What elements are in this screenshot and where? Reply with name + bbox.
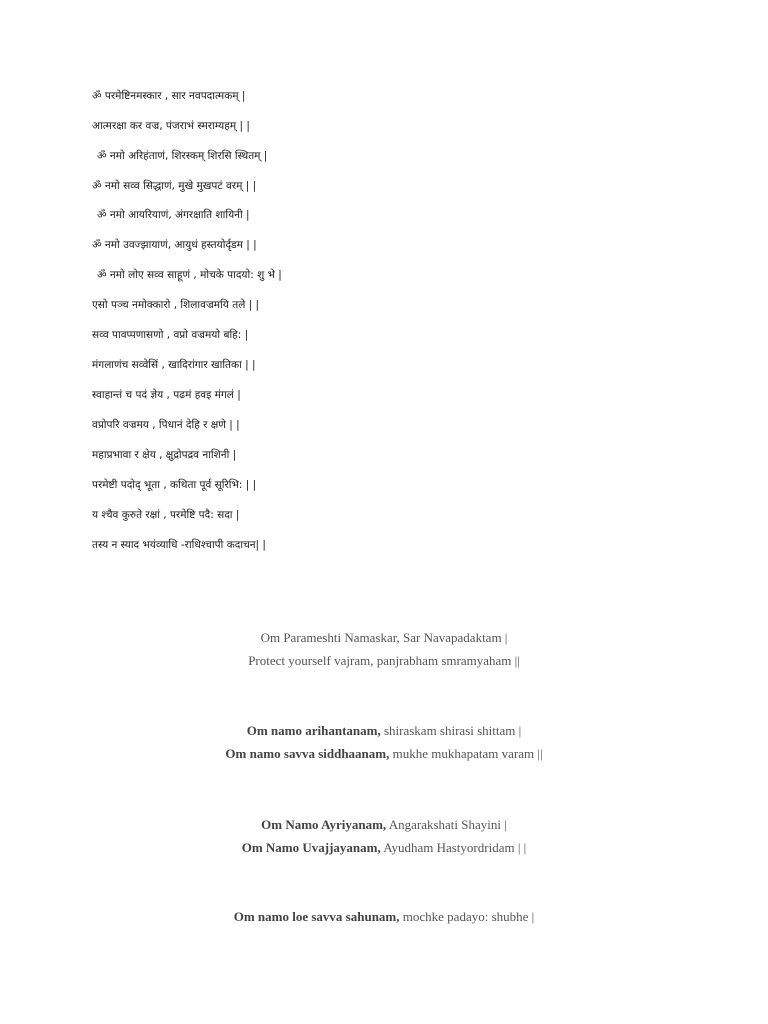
english-verse-text: mochke padayo: shubhe | bbox=[399, 909, 535, 924]
english-verse-line bbox=[0, 722, 768, 740]
english-verse-line bbox=[0, 839, 768, 857]
sanskrit-line: सव्व पावप्पणासणो , वप्रो वज्रमयो बहि: | bbox=[92, 329, 249, 341]
english-verse-bold: Om namo loe savva sahunam, bbox=[233, 909, 400, 924]
english-verse-line bbox=[0, 908, 768, 926]
sanskrit-line: परमेष्टी पदोद् भूता , कथिता पूर्व सूरिभि: | | bbox=[92, 479, 257, 491]
english-verse-line bbox=[0, 629, 768, 647]
sanskrit-line: य श्चैव कुरुते रक्षां , परमेष्टि पदै: सदा | bbox=[92, 509, 240, 521]
english-verse-text: Protect yourself vajram, panjrabham smramyaham || bbox=[248, 653, 520, 668]
sanskrit-line: ॐ परमेष्टिनमस्कार , सार नवपदात्मकम् | bbox=[92, 90, 246, 102]
english-verse-text: mukhe mukhapatam varam || bbox=[389, 746, 543, 761]
english-verse-bold: Om Namo Uvajjayanam, bbox=[241, 840, 381, 855]
english-verse-text: shiraskam shirasi shittam | bbox=[380, 723, 522, 738]
english-verse-text: Angarakshati Shayini | bbox=[386, 817, 507, 832]
sanskrit-line: ॐ नमो आयरियाणं, अंगरक्षाति शायिनी | bbox=[97, 209, 250, 221]
sanskrit-line: आत्मरक्षा कर वज्र, पंजराभं स्मराम्यहम् | | bbox=[92, 120, 250, 132]
sanskrit-line: ॐ नमो लोए सव्व साहूणं , मोचके पादयो: शु भे | bbox=[97, 269, 282, 281]
english-verse-text: Ayudham Hastyordridam | | bbox=[380, 840, 527, 855]
english-verse-line bbox=[0, 816, 768, 834]
sanskrit-line: एसो पञ्च नमोक्कारो , शिलावज्रमयि तले | | bbox=[92, 299, 260, 311]
english-verse-bold: Om Namo Ayriyanam, bbox=[261, 817, 387, 832]
english-verse-line bbox=[0, 652, 768, 670]
sanskrit-line: ॐ नमो उवज्झायाणं, आयुधं हस्तयोर्दृडम | | bbox=[92, 239, 257, 251]
sanskrit-line: ॐ नमो अरिहंताणं, शिरस्कम् शिरसि स्थितम् | bbox=[97, 150, 268, 162]
sanskrit-line: वप्रोपरि वज्रमय , पिधानं देहि र क्षणे | | bbox=[92, 419, 240, 431]
sanskrit-line: ॐ नमो सव्व सिद्धाणं, मुखे मुखपटं वरम् | | bbox=[92, 180, 257, 192]
sanskrit-line: महाप्रभावा र क्षेय , क्षुद्रोपद्रव नाशिनी | bbox=[92, 449, 237, 461]
sanskrit-line: स्वाहान्तं च पदं ज्ञेय , पढमं हवइ मंगलं | bbox=[92, 389, 241, 401]
english-verse-bold: Om namo savva siddhaanam, bbox=[225, 746, 390, 761]
sanskrit-line: तस्य न स्याद भयंव्याधि -राधिश्चापी कदाचन| | bbox=[92, 539, 266, 551]
english-verse-bold: Om namo arihantanam, bbox=[246, 723, 381, 738]
english-verse-text: Om Parameshti Namaskar, Sar Navapadaktam | bbox=[260, 630, 508, 645]
sanskrit-line: मंगलाणंच सव्वेसिं , खादिरांगार खातिका | | bbox=[92, 359, 256, 371]
english-verse-line bbox=[0, 745, 768, 763]
